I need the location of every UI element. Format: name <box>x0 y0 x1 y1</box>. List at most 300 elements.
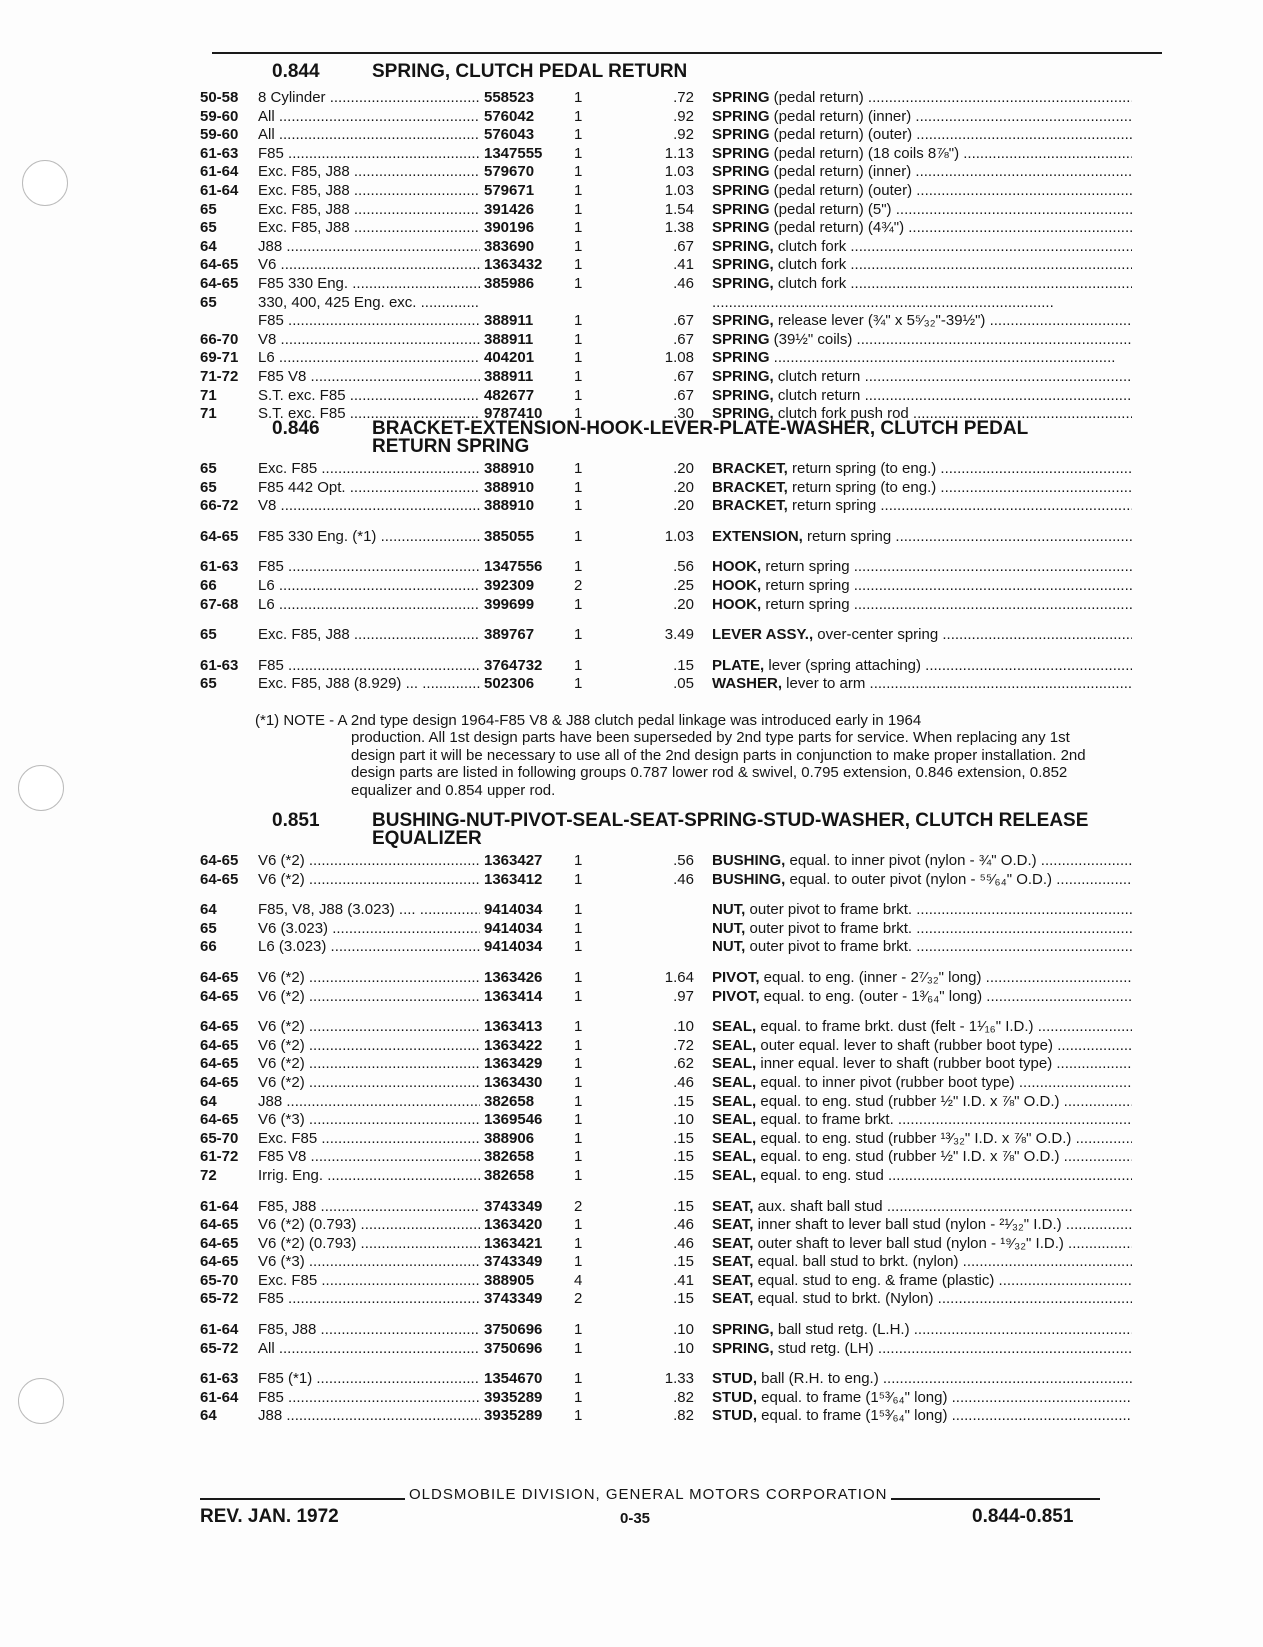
part-name: LEVER ASSY., <box>712 626 814 644</box>
quantity: 1 <box>574 1166 583 1184</box>
description <box>694 988 1132 1007</box>
price: .56 <box>673 558 694 576</box>
part-name: PIVOT, <box>712 987 760 1005</box>
description <box>694 1370 1132 1389</box>
part-row <box>200 182 1180 201</box>
quantity: 1 <box>574 1111 583 1129</box>
part-detail: lever (spring attaching) <box>764 656 921 674</box>
description <box>694 1407 1132 1426</box>
description <box>694 577 1132 596</box>
part-name: SPRING, <box>712 405 774 423</box>
part-detail: equal. to eng. stud <box>756 1166 884 1184</box>
part-name: SPRING, <box>712 386 774 404</box>
quantity: 2 <box>574 576 583 594</box>
section-title: SPRING, CLUTCH PEDAL RETURN <box>372 61 688 82</box>
model-year: 64-65 <box>200 987 239 1005</box>
application: Irrig. Eng. ..... <box>258 1167 480 1186</box>
quantity: 1 <box>574 349 583 367</box>
description <box>694 1198 1132 1217</box>
description <box>694 238 1132 257</box>
model-year: 64-65 <box>200 274 239 292</box>
part-detail: outer equal. lever to shaft (rubber boot type) <box>756 1036 1054 1054</box>
price: .30 <box>673 405 694 423</box>
part-number: 1363422 <box>484 1036 543 1054</box>
quantity: 1 <box>574 256 583 274</box>
price: .41 <box>673 256 694 274</box>
part-detail: equal. to eng. stud (rubber ½" I.D. x ⅞" O.D.) <box>756 1148 1060 1166</box>
quantity: 1 <box>574 312 583 330</box>
description <box>694 969 1132 988</box>
part-name: BRACKET, <box>712 460 788 477</box>
model-year: 61-63 <box>200 144 239 162</box>
description <box>694 1272 1132 1291</box>
price: .10 <box>673 1321 694 1339</box>
part-row <box>200 1272 1180 1291</box>
part-name: NUT, <box>712 938 746 956</box>
price: 1.38 <box>664 219 694 237</box>
section-0851 <box>200 812 1180 1426</box>
punch-hole <box>22 160 68 206</box>
part-detail: equal. to eng. stud (rubber ¹³⁄₃₂" I.D. x ⅞" O.D.) <box>756 1129 1072 1147</box>
model-year: 65-72 <box>200 1339 239 1357</box>
application: All ..... <box>258 108 480 127</box>
price: .20 <box>673 478 694 496</box>
part-name: SPRING, <box>712 367 774 385</box>
division-name: OLDSMOBILE DIVISION, GENERAL MOTORS CORPORATION <box>405 1486 891 1503</box>
model-year: 64-65 <box>200 1073 239 1091</box>
part-detail: return spring <box>761 595 850 613</box>
description <box>694 1148 1132 1167</box>
model-year: 66 <box>200 576 217 594</box>
price: .67 <box>673 386 694 404</box>
quantity: 1 <box>574 1388 583 1406</box>
price: .67 <box>673 312 694 330</box>
model-year: 65 <box>200 626 217 644</box>
description <box>694 1321 1132 1340</box>
application: F85 ..... <box>258 312 480 331</box>
model-year: 59-60 <box>200 126 239 144</box>
model-year: 61-63 <box>200 656 239 674</box>
application: Exc. F85, J88 ..... <box>258 201 480 220</box>
quantity: 1 <box>574 107 583 125</box>
part-row <box>200 238 1180 257</box>
model-year: 64-65 <box>200 256 239 274</box>
part-detail: release lever (¾" x 5⁵⁄₃₂"-39½") <box>773 312 986 330</box>
application: V6 (*2) ..... <box>258 871 480 890</box>
price: .46 <box>673 274 694 292</box>
note-label: (*1) NOTE - A 2nd type design 1964-F85 V8 & J88 clutch pedal linkage was introduced early in 1964 <box>255 712 922 729</box>
model-year: 50-58 <box>200 89 239 106</box>
price: .15 <box>673 1129 694 1147</box>
part-number: 392309 <box>484 576 535 594</box>
model-year: 65 <box>200 478 217 496</box>
description <box>694 1340 1132 1359</box>
part-name: SPRING, <box>712 256 774 274</box>
part-row <box>200 1037 1180 1056</box>
application: V6 (*3) ..... <box>258 1253 480 1272</box>
model-year: 61-64 <box>200 1321 239 1339</box>
model-year: 69-71 <box>200 349 239 367</box>
description <box>694 596 1132 615</box>
part-name: HOOK, <box>712 595 762 613</box>
part-number: 388910 <box>484 478 535 496</box>
quantity: 1 <box>574 405 583 423</box>
part-name: BRACKET, <box>712 497 788 515</box>
price: .82 <box>673 1407 694 1425</box>
application: 330, 400, 425 Eng. exc. ..... <box>258 294 480 313</box>
application: V6 (*2) ..... <box>258 969 480 988</box>
part-detail: return spring <box>787 497 877 515</box>
part-number: 558523 <box>484 89 535 106</box>
part-detail: return spring (to eng.) <box>787 478 937 496</box>
quantity: 1 <box>574 1129 583 1147</box>
part-number: 1363427 <box>484 852 543 869</box>
part-number: 388910 <box>484 460 535 477</box>
part-number: 9414034 <box>484 919 543 937</box>
quantity: 1 <box>574 595 583 613</box>
description <box>694 497 1132 516</box>
quantity: 1 <box>574 144 583 162</box>
description <box>694 852 1132 871</box>
quantity: 1 <box>574 1018 583 1036</box>
model-year <box>200 312 258 331</box>
application: F85, J88 ..... <box>258 1198 480 1217</box>
quantity: 1 <box>574 1092 583 1110</box>
part-detail: over-center spring <box>813 626 939 644</box>
part-name: SPRING <box>712 200 770 218</box>
price: .41 <box>673 1271 694 1289</box>
part-name: SPRING <box>712 107 770 125</box>
description <box>694 1055 1132 1074</box>
part-name: HOOK, <box>712 558 762 576</box>
part-row <box>200 1253 1180 1272</box>
section-heading <box>200 420 1180 456</box>
part-number: 1354670 <box>484 1370 543 1388</box>
part-name: NUT, <box>712 919 746 937</box>
model-year: 64-65 <box>200 1018 239 1036</box>
part-row <box>200 108 1180 127</box>
description <box>694 163 1132 182</box>
quantity: 1 <box>574 1234 583 1252</box>
quantity: 1 <box>574 367 583 385</box>
application: V6 (*2) (0.793) ..... <box>258 1235 480 1254</box>
part-detail: (pedal return) (18 coils 8⅞") <box>769 144 960 162</box>
description <box>694 145 1132 164</box>
part-row <box>200 675 1180 694</box>
price: 1.64 <box>664 968 694 986</box>
part-number: 1363414 <box>484 987 543 1005</box>
description <box>694 312 1132 331</box>
part-row <box>200 479 1180 498</box>
section-0844 <box>200 63 1180 424</box>
application: F85 442 Opt. ..... <box>258 479 480 498</box>
part-row <box>200 1290 1180 1309</box>
application: Exc. F85, J88 ..... <box>258 626 480 645</box>
price: 1.33 <box>664 1370 694 1388</box>
part-number: 9414034 <box>484 938 543 956</box>
part-row <box>200 577 1180 596</box>
price: 3.49 <box>664 626 694 644</box>
part-row <box>200 901 1180 920</box>
description <box>694 1074 1132 1093</box>
part-number: 576042 <box>484 107 535 125</box>
price: .15 <box>673 1253 694 1271</box>
part-row <box>200 497 1180 516</box>
part-detail: (pedal return) (outer) <box>769 181 913 199</box>
description <box>694 1130 1132 1149</box>
part-number: 579670 <box>484 163 535 181</box>
part-number: 1363412 <box>484 870 543 888</box>
model-year: 66-72 <box>200 497 239 515</box>
application: F85, J88 ..... <box>258 1321 480 1340</box>
application: V8 ..... <box>258 497 480 516</box>
part-detail: clutch fork <box>773 274 847 292</box>
quantity: 4 <box>574 1271 583 1289</box>
model-year: 61-63 <box>200 1370 239 1388</box>
part-detail: equal. to frame (1⁵³⁄₆₄" long) <box>757 1407 948 1425</box>
description <box>694 558 1132 577</box>
part-name: SPRING, <box>712 274 774 292</box>
price <box>624 938 694 957</box>
part-number: 1363429 <box>484 1055 543 1073</box>
model-year: 61-64 <box>200 1197 239 1215</box>
part-number: 391426 <box>484 200 535 218</box>
part-row <box>200 1148 1180 1167</box>
quantity: 1 <box>574 626 583 644</box>
part-detail: clutch fork push rod <box>773 405 909 423</box>
part-name: EXTENSION, <box>712 527 803 545</box>
price: .46 <box>673 1073 694 1091</box>
part-row <box>200 626 1180 645</box>
part-row <box>200 219 1180 238</box>
part-number: 404201 <box>484 349 535 367</box>
quantity: 1 <box>574 478 583 496</box>
price: .15 <box>673 656 694 674</box>
application: J88 ..... <box>258 1093 480 1112</box>
price: .62 <box>673 1055 694 1073</box>
part-row <box>200 1074 1180 1093</box>
part-name: BUSHING, <box>712 852 786 869</box>
section-code: 0.846 <box>272 418 320 439</box>
description <box>694 920 1132 939</box>
description <box>694 479 1132 498</box>
price: .92 <box>673 126 694 144</box>
application: Exc. F85, J88 ..... <box>258 219 480 238</box>
part-number: 3935289 <box>484 1407 543 1425</box>
quantity: 1 <box>574 527 583 545</box>
model-year: 59-60 <box>200 107 239 125</box>
description <box>694 1037 1132 1056</box>
quantity: 1 <box>574 1055 583 1073</box>
part-number: 385986 <box>484 274 535 292</box>
application: V6 (*2) ..... <box>258 1074 480 1093</box>
part-name: SPRING <box>712 144 770 162</box>
part-detail: clutch return <box>773 367 861 385</box>
part-number: 482677 <box>484 386 535 404</box>
model-year: 71 <box>200 386 217 404</box>
description <box>694 1167 1132 1186</box>
application: F85 ..... <box>258 657 480 676</box>
part-number: 388911 <box>484 330 534 348</box>
part-number: 502306 <box>484 675 535 693</box>
quantity: 1 <box>574 1216 583 1234</box>
part-row <box>200 145 1180 164</box>
part-name: SEAL, <box>712 1018 757 1036</box>
model-year: 65 <box>200 200 217 218</box>
part-detail: outer pivot to frame brkt. <box>745 901 913 919</box>
part-name: SPRING, <box>712 1339 774 1357</box>
application: Exc. F85, J88 ..... <box>258 163 480 182</box>
parts-list <box>200 852 1180 1426</box>
part-name: SEAL, <box>712 1036 757 1054</box>
quantity: 1 <box>574 497 583 515</box>
model-year: 66 <box>200 938 217 956</box>
part-detail: clutch fork <box>773 237 847 255</box>
application: J88 ..... <box>258 1407 480 1426</box>
application: V6 (*2) ..... <box>258 988 480 1007</box>
price: .46 <box>673 870 694 888</box>
part-name: SPRING <box>712 330 770 348</box>
part-name: SPRING <box>712 219 770 237</box>
part-row <box>200 1370 1180 1389</box>
part-detail: return spring <box>802 527 892 545</box>
price <box>624 901 694 920</box>
quantity: 2 <box>574 1197 583 1215</box>
part-detail: equal. to inner pivot (nylon - ¾" O.D.) <box>785 852 1037 869</box>
part-number: 3743349 <box>484 1290 543 1308</box>
quantity: 1 <box>574 126 583 144</box>
section-title: BRACKET-EXTENSION-HOOK-LEVER-PLATE-WASHER, CLUTCH PEDAL RETURN SPRING <box>372 418 1028 457</box>
price: .67 <box>673 367 694 385</box>
description <box>694 1111 1132 1130</box>
application: L6 ..... <box>258 577 480 596</box>
description <box>694 219 1132 238</box>
quantity: 1 <box>574 1036 583 1054</box>
description <box>694 182 1132 201</box>
description <box>694 201 1132 220</box>
model-year: 64-65 <box>200 852 239 869</box>
quantity: 1 <box>574 675 583 693</box>
part-name: STUD, <box>712 1370 757 1388</box>
part-number: 1363413 <box>484 1018 543 1036</box>
price: .72 <box>673 89 694 106</box>
part-row <box>200 331 1180 350</box>
part-number: 3743349 <box>484 1253 543 1271</box>
price: .25 <box>673 576 694 594</box>
part-name: SPRING <box>712 163 770 181</box>
part-row <box>200 1235 1180 1254</box>
price: .97 <box>673 987 694 1005</box>
part-name: BUSHING, <box>712 870 786 888</box>
part-row <box>200 294 1180 313</box>
quantity: 1 <box>574 1321 583 1339</box>
application: 8 Cylinder ..... <box>258 89 480 108</box>
part-name: SPRING, <box>712 237 774 255</box>
price: .20 <box>673 595 694 613</box>
quantity: 1 <box>574 89 583 106</box>
application: S.T. exc. F85 ..... <box>258 405 480 424</box>
description <box>694 275 1132 294</box>
part-row <box>200 1111 1180 1130</box>
part-number: 3750696 <box>484 1321 543 1339</box>
application: F85 ..... <box>258 1389 480 1408</box>
application: V8 ..... <box>258 331 480 350</box>
part-detail: equal. to frame brkt. dust (felt - 1¹⁄₁₆" I.D.) <box>756 1018 1034 1036</box>
application: All ..... <box>258 1340 480 1359</box>
part-detail: return spring (to eng.) <box>787 460 937 477</box>
price: .15 <box>673 1197 694 1215</box>
price: 1.13 <box>664 144 694 162</box>
price: .56 <box>673 852 694 869</box>
part-number: 388905 <box>484 1271 535 1289</box>
application: L6 ..... <box>258 349 480 368</box>
quantity: 1 <box>574 558 583 576</box>
description <box>694 368 1132 387</box>
description <box>694 256 1132 275</box>
description <box>694 1235 1132 1254</box>
quantity: 1 <box>574 330 583 348</box>
model-year: 71 <box>200 405 217 423</box>
price: .20 <box>673 497 694 515</box>
model-year: 64-65 <box>200 968 239 986</box>
part-number: 399699 <box>484 595 535 613</box>
parts-list <box>200 89 1180 424</box>
model-year: 64-65 <box>200 1253 239 1271</box>
part-number: 3764732 <box>484 656 543 674</box>
description <box>694 1389 1132 1408</box>
part-detail: ball (R.H. to eng.) <box>757 1370 879 1388</box>
model-year: 65 <box>200 919 217 937</box>
application: S.T. exc. F85 ..... <box>258 387 480 406</box>
part-number: 388910 <box>484 497 535 515</box>
part-row <box>200 938 1180 957</box>
part-detail: outer shaft to lever ball stud (nylon - ¹⁹⁄₃₂" I.D.) <box>753 1234 1064 1252</box>
section-title: BUSHING-NUT-PIVOT-SEAL-SEAT-SPRING-STUD-WASHER, CLUTCH RELEASE EQUALIZER <box>372 810 1089 849</box>
part-name: SEAT, <box>712 1216 754 1234</box>
quantity: 1 <box>574 1073 583 1091</box>
part-number: 3750696 <box>484 1339 543 1357</box>
model-year: 64-65 <box>200 1111 239 1129</box>
part-detail: (pedal return) (outer) <box>769 126 913 144</box>
model-year: 61-64 <box>200 181 239 199</box>
note-body: production. All 1st design parts have been superseded by 2nd type parts for service. When replacing any 1st design part it will be necessary to use all of the 2nd design parts in conjunction to make proper installation. 2nd design parts are listed in following groups 0.787 lower rod & swivel, 0.795 extension, 0.846 extension, 0.852 equalizer and 0.854 upper rod. <box>351 729 1086 799</box>
part-name: SEAT, <box>712 1290 754 1308</box>
part-number: 382658 <box>484 1166 535 1184</box>
page-number: 0-35 <box>620 1510 651 1527</box>
price: .10 <box>673 1339 694 1357</box>
part-detail: equal. to eng. (outer - 1³⁄₆₄" long) <box>759 987 983 1005</box>
application: V6 (*2) ..... <box>258 1055 480 1074</box>
quantity: 1 <box>574 870 583 888</box>
quantity: 1 <box>574 1407 583 1425</box>
part-row <box>200 312 1180 331</box>
part-detail: equal. ball stud to brkt. (nylon) <box>753 1253 959 1271</box>
part-number: 3743349 <box>484 1197 543 1215</box>
part-number: 576043 <box>484 126 535 144</box>
price: .15 <box>673 1092 694 1110</box>
parts-list <box>200 460 1180 694</box>
footnote <box>255 712 1115 799</box>
quantity: 1 <box>574 1253 583 1271</box>
quantity: 1 <box>574 919 583 937</box>
part-row <box>200 460 1180 479</box>
model-year: 64 <box>200 901 217 919</box>
revision-date: REV. JAN. 1972 <box>200 1506 339 1527</box>
part-detail: (pedal return) (inner) <box>769 163 912 181</box>
part-detail: (pedal return) <box>769 89 864 106</box>
part-detail: clutch fork <box>773 256 847 274</box>
description <box>694 1018 1132 1037</box>
